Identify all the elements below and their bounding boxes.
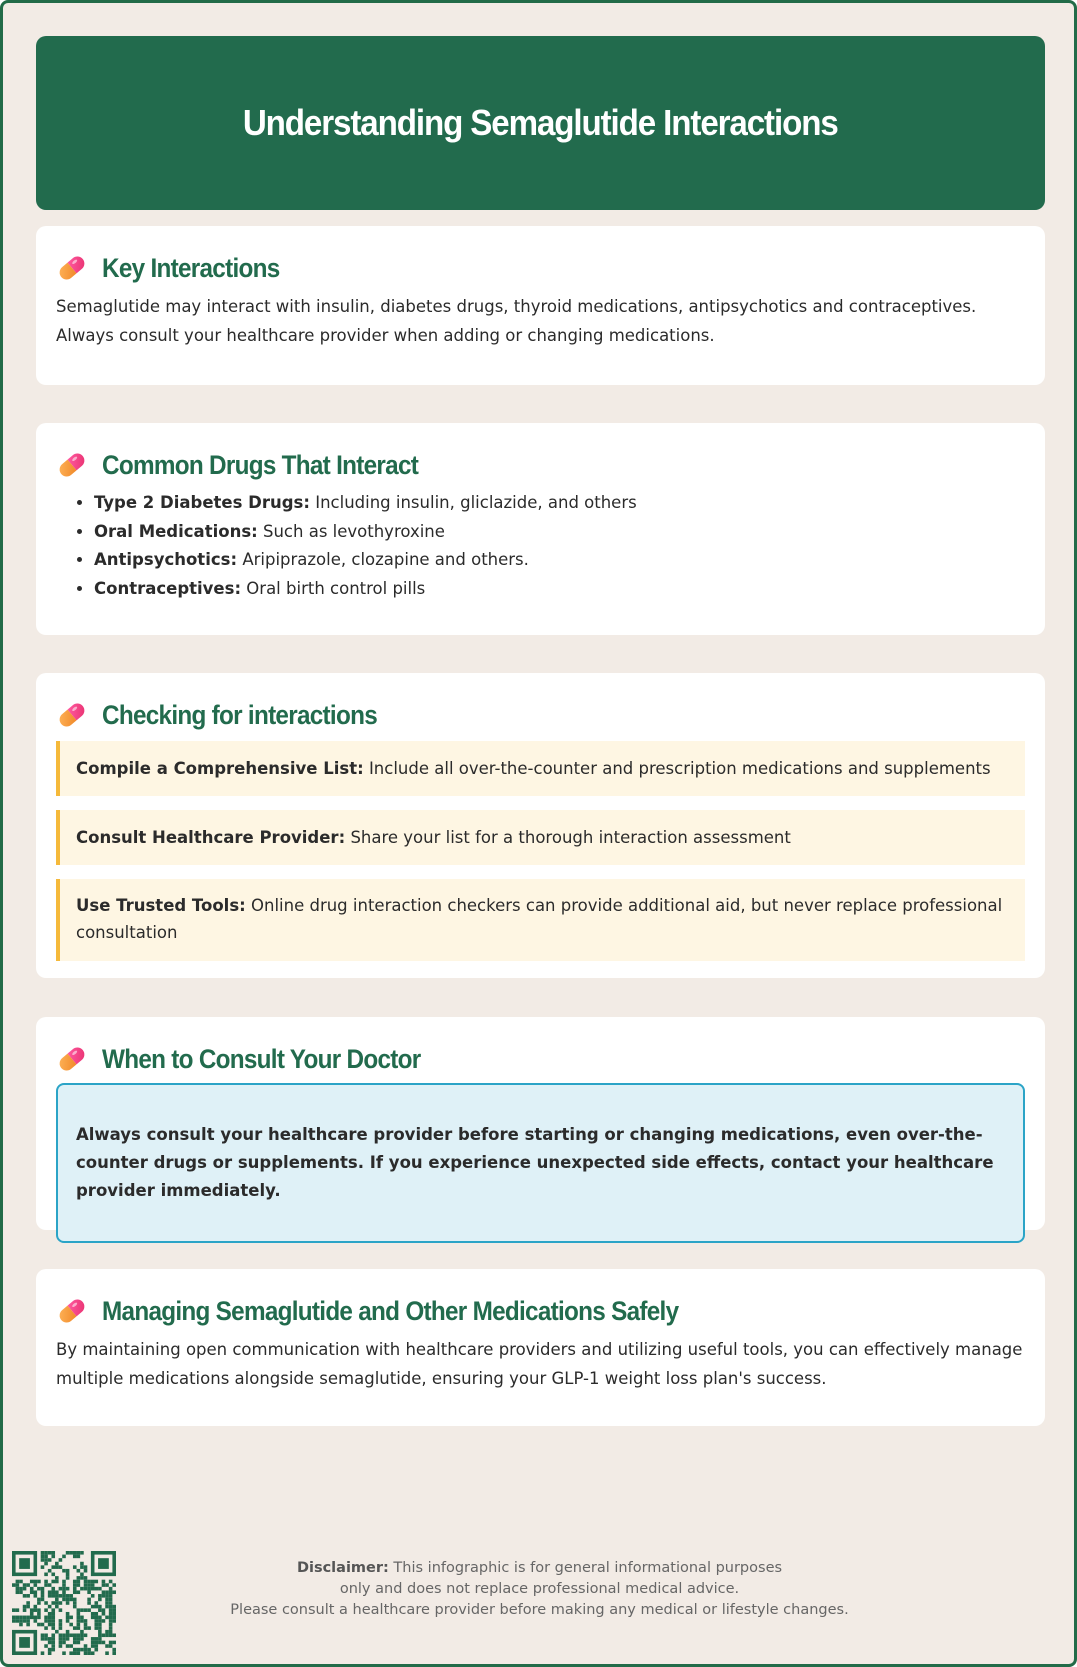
card-managing: [36, 1269, 1045, 1426]
section-title: Managing Semaglutide and Other Medications Safely: [102, 1295, 679, 1326]
section-title: Common Drugs That Interact: [102, 449, 419, 480]
card-key-interactions: [36, 226, 1045, 385]
doctor-callout: Always consult your healthcare provider before starting or changing medications, even over-the-counter drugs or supplements. If you experience unexpected side effects, contact your healthcare provider immediately.: [56, 1083, 1025, 1243]
card-consult-doctor: [36, 1017, 1045, 1230]
qr-code-icon[interactable]: [12, 1551, 116, 1655]
list-item: • Contraceptives: Oral birth control pills: [94, 575, 1025, 604]
list-item: • Antipsychotics: Aripiprazole, clozapine and others.: [94, 546, 1025, 575]
pill-icon: [56, 1043, 88, 1075]
section-title: Key Interactions: [102, 252, 280, 283]
card-common-drugs: [36, 423, 1045, 635]
step-item: Use Trusted Tools: Online drug interaction checkers can provide additional aid, but never replace professional consultation: [56, 879, 1025, 961]
section-header: [56, 691, 1025, 739]
step-item: Compile a Comprehensive List: Include all over-the-counter and prescription medications and supplements: [56, 741, 1025, 796]
list-item: • Oral Medications: Such as levothyroxine: [94, 518, 1025, 547]
section-text: By maintaining open communication with healthcare providers and utilizing useful tools, you can effectively manage multiple medications alongside semaglutide, ensuring your GLP-1 weight loss plan's success.: [56, 1340, 1023, 1388]
section-header: [56, 1287, 1025, 1335]
pill-icon: [56, 699, 88, 731]
disclaimer: Disclaimer: This infographic is for general informational purposes only and does not replace professional medical advice. Please consult a healthcare provider before making any medical or lifestyle changes.: [230, 1560, 849, 1618]
pill-icon: [56, 449, 88, 481]
pill-icon: [56, 1295, 88, 1327]
section-title: When to Consult Your Doctor: [102, 1043, 421, 1074]
page-title: Understanding Semaglutide Interactions: [243, 102, 838, 143]
drug-list: [56, 489, 1025, 603]
card-checking: [36, 673, 1045, 978]
section-header: [56, 1035, 1025, 1083]
list-item: • Type 2 Diabetes Drugs: Including insulin, gliclazide, and others: [94, 489, 1025, 518]
pill-icon: [56, 252, 88, 284]
section-header: [56, 244, 1025, 292]
section-text: Semaglutide may interact with insulin, diabetes drugs, thyroid medications, antipsychotics and contraceptives. Always consult your healthcare provider when adding or changing medications.: [56, 297, 977, 345]
step-item: Consult Healthcare Provider: Share your list for a thorough interaction assessment: [56, 810, 1025, 865]
steps-list: [56, 741, 1025, 961]
section-title: Checking for interactions: [102, 699, 378, 730]
header-banner: [36, 36, 1045, 210]
section-header: [56, 441, 1025, 489]
